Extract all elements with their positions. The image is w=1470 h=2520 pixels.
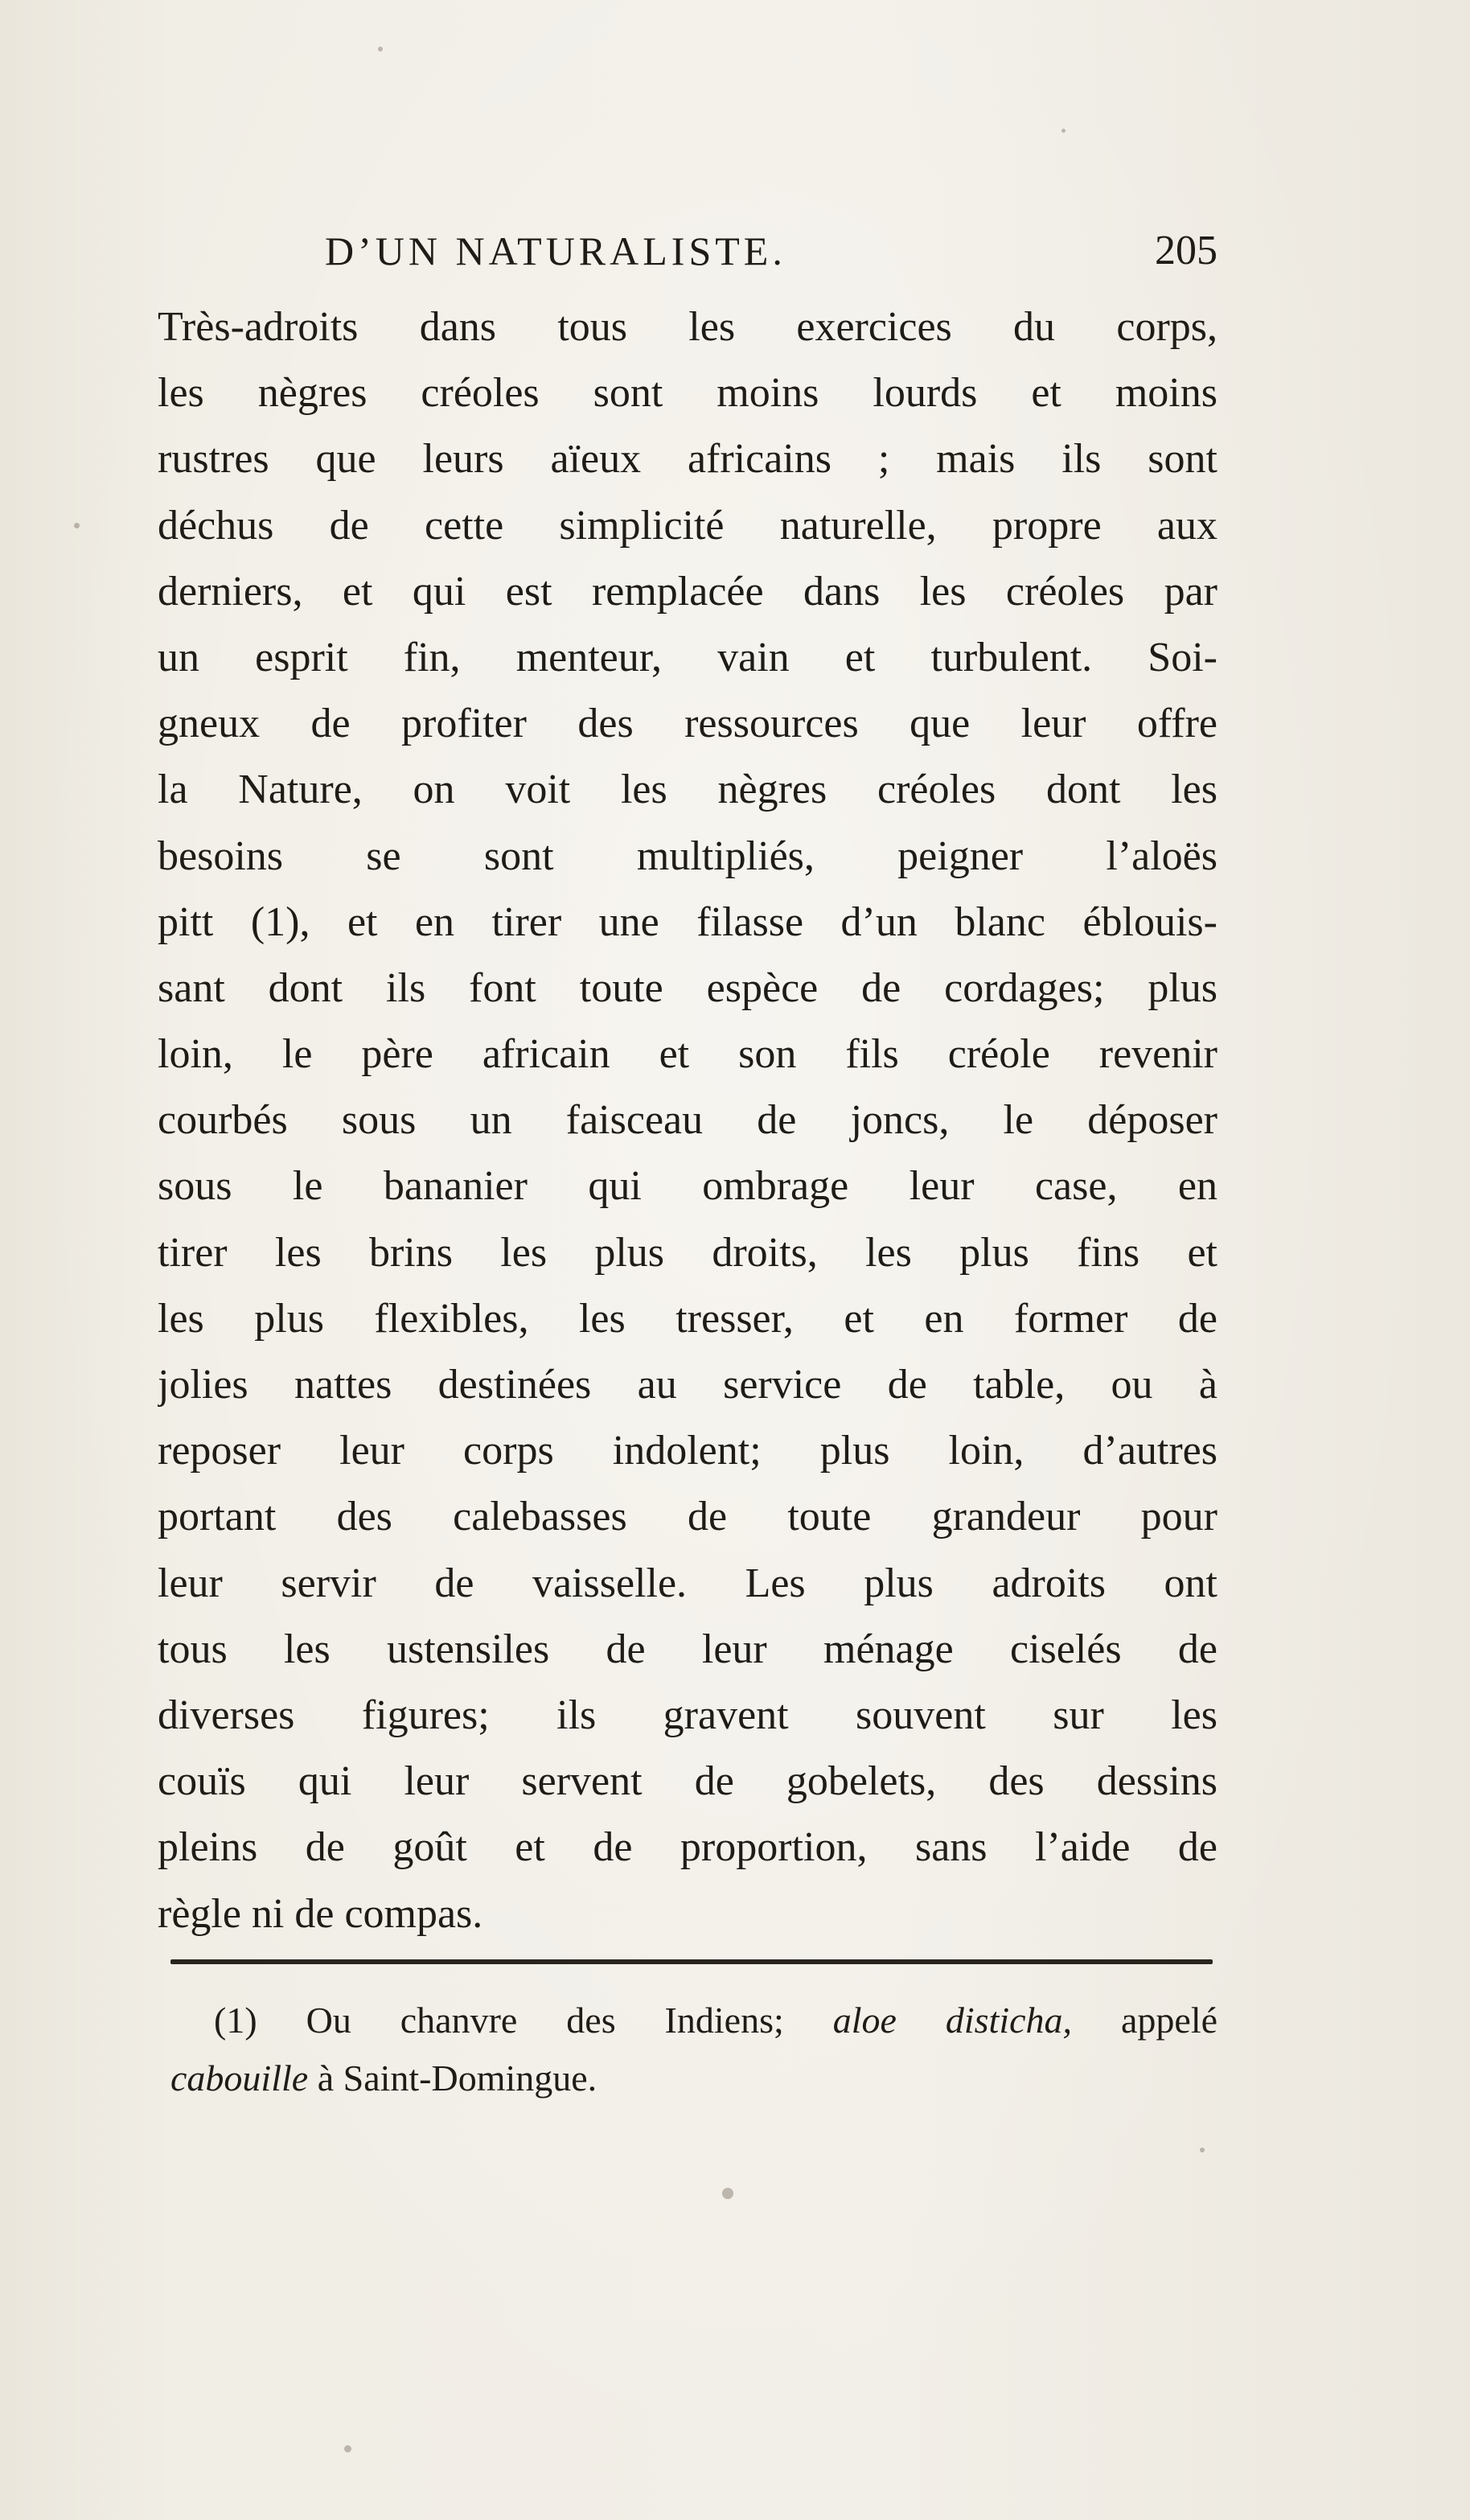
- text-line: courbés sous un faisceau de joncs, le déposer: [158, 1097, 1217, 1144]
- footnote-text-end: appelé: [1120, 2000, 1218, 2041]
- footnote: [170, 1992, 1217, 2107]
- paper-speck: [1061, 129, 1066, 133]
- text-line: Très-adroits dans tous les exercices du corps,: [158, 304, 1217, 350]
- text-line: loin, le père africain et son fils créole revenir: [158, 1031, 1217, 1078]
- running-head: [325, 219, 1217, 283]
- paper-speck: [722, 2188, 733, 2199]
- text-line: sous le bananier qui ombrage leur case, en: [158, 1163, 1217, 1210]
- text-line: un esprit fin, menteur, vain et turbulent. Soi-: [158, 634, 1217, 680]
- text-line: sant dont ils font toute espèce de cordages; plus: [158, 964, 1217, 1011]
- text-line: couïs qui leur servent de gobelets, des dessins: [158, 1758, 1217, 1805]
- paper-speck: [344, 2445, 351, 2452]
- footnote-text-2: à Saint-Domingue.: [317, 2058, 597, 2099]
- footnote-text: Ou chanvre des Indiens;: [306, 2000, 784, 2041]
- text-line: déchus de cette simplicité naturelle, propre aux: [158, 502, 1217, 549]
- text-line: tirer les brins les plus droits, les plus fins et: [158, 1229, 1217, 1276]
- text-line: la Nature, on voit les nègres créoles dont les: [158, 767, 1217, 813]
- paper-speck: [378, 47, 383, 51]
- text-line: derniers, et qui est remplacée dans les créoles par: [158, 568, 1217, 615]
- text-line: pitt (1), et en tirer une filasse d’un blanc éblouis-: [158, 898, 1217, 945]
- footnote-marker: (1): [214, 2000, 257, 2041]
- body-paragraph: [158, 294, 1217, 1947]
- text-line: besoins se sont multipliés, peigner l’aloës: [158, 832, 1217, 879]
- footnote-rule: [170, 1959, 1213, 1964]
- text-line: pleins de goût et de proportion, sans l’aide de: [158, 1824, 1217, 1871]
- text-line: reposer leur corps indolent; plus loin, d’autres: [158, 1428, 1217, 1474]
- text-line: rustres que leurs aïeux africains ; mais ils sont: [158, 436, 1217, 483]
- text-line: gneux de profiter des ressources que leur offre: [158, 701, 1217, 747]
- footnote-italic-term: aloe disticha,: [832, 2000, 1073, 2041]
- text-line: portant des calebasses de toute grandeur pour: [158, 1494, 1217, 1540]
- footnote-line-1: [170, 1992, 1217, 2049]
- paper-speck: [74, 523, 80, 528]
- running-head-title: D’UN NATURALISTE.: [325, 228, 786, 273]
- text-line: leur servir de vaisselle. Les plus adroits ont: [158, 1560, 1217, 1606]
- page-number: 205: [1155, 228, 1217, 273]
- text-line: jolies nattes destinées au service de table, ou à: [158, 1362, 1217, 1408]
- footnote-italic-term-2: cabouille: [170, 2058, 309, 2099]
- text-line: tous les ustensiles de leur ménage ciselés de: [158, 1626, 1217, 1672]
- footnote-line-2: [170, 2049, 1217, 2107]
- paper-speck: [1200, 2148, 1205, 2152]
- text-line: les plus flexibles, les tresser, et en former de: [158, 1295, 1217, 1342]
- text-line: diverses figures; ils gravent souvent sur les: [158, 1692, 1217, 1738]
- text-line: les nègres créoles sont moins lourds et moins: [158, 370, 1217, 417]
- text-line-last: règle ni de compas.: [158, 1890, 483, 1937]
